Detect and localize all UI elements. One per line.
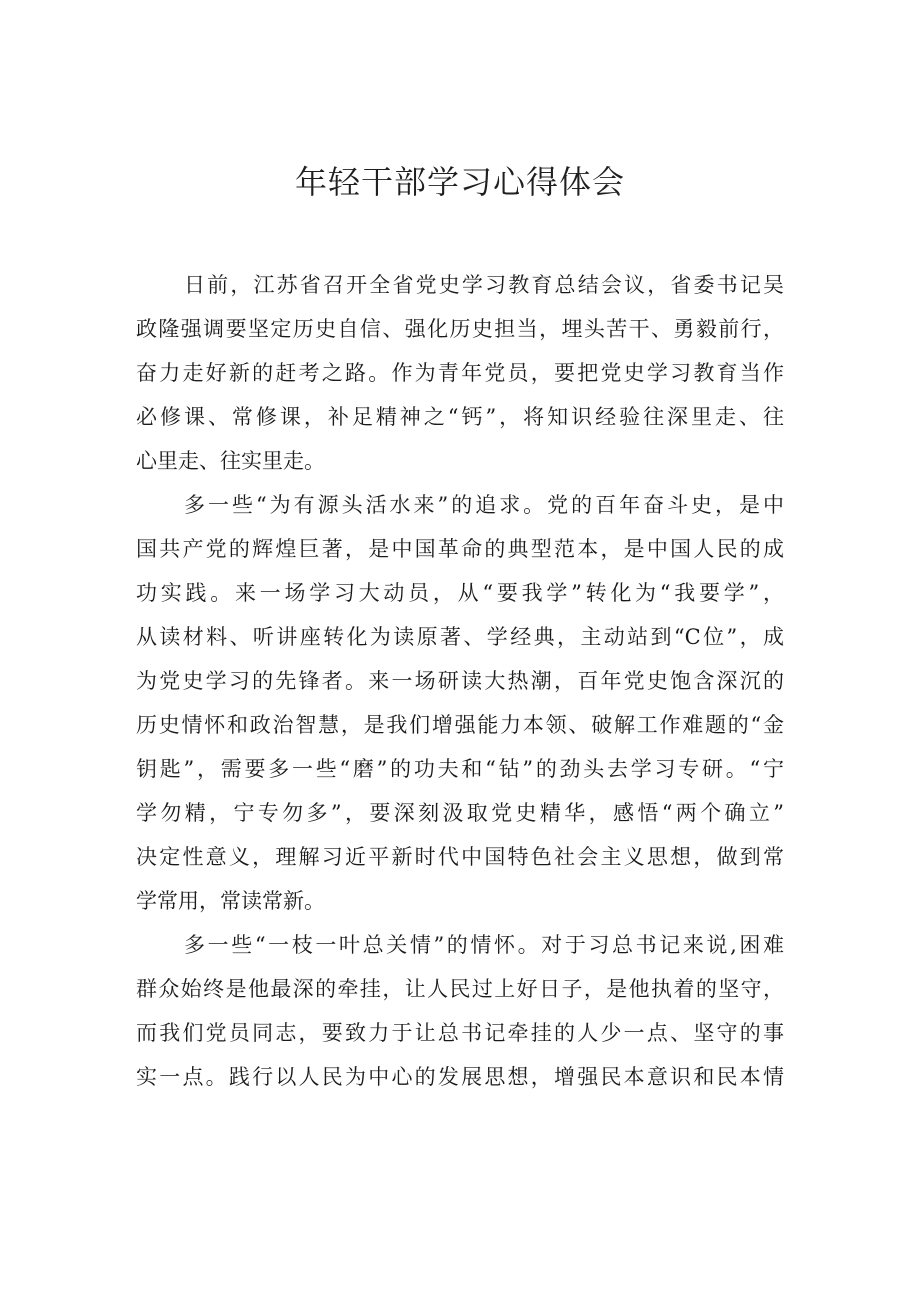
text-line: 而我们党员同志，要致力于让总书记牵挂的人少一点、坚守的事 <box>136 1021 784 1045</box>
text-line: 学勿精，宁专勿多”，要深刻汲取党史精华，感悟“两个确立” <box>136 801 784 825</box>
text-line: 为党史学习的先锋者。来一场研读大热潮，百年党史饱含深沉的 <box>136 669 784 693</box>
text-line: 国共产党的辉煌巨著，是中国革命的典型范本，是中国人民的成 <box>136 537 784 561</box>
text-line: 奋力走好新的赶考之路。作为青年党员，要把党史学习教育当作 <box>136 361 784 385</box>
text-line: 必修课、常修课，补足精神之“钙”，将知识经验往深里走、往 <box>136 405 784 429</box>
text-line: 政隆强调要坚定历史自信、强化历史担当，埋头苦干、勇毅前行， <box>136 317 784 341</box>
text-line: 功实践。来一场学习大动员，从“要我学”转化为“我要学”， <box>136 581 784 605</box>
text-line: 多一些“为有源头活水来”的追求。党的百年奋斗史，是中 <box>184 493 784 517</box>
text-line: 群众始终是他最深的牵挂，让人民过上好日子，是他执着的坚守， <box>136 977 784 1001</box>
text-line: 日前，江苏省召开全省党史学习教育总结会议，省委书记吴 <box>184 273 784 297</box>
text-line: 多一些“一枝一叶总关情”的情怀。对于习总书记来说,困难 <box>184 933 784 957</box>
text-line: 心里走、往实里走。 <box>136 449 325 473</box>
text-line: 从读材料、听讲座转化为读原著、学经典，主动站到“C位”，成 <box>136 625 784 649</box>
document-body <box>136 263 784 1099</box>
text-line: 历史情怀和政治智慧，是我们增强能力本领、破解工作难题的“金 <box>136 713 784 737</box>
text-line: 实一点。践行以人民为中心的发展思想，增强民本意识和民本情 <box>136 1065 784 1089</box>
paragraph-1 <box>136 263 784 483</box>
text-line: 决定性意义，理解习近平新时代中国特色社会主义思想，做到常 <box>136 845 784 869</box>
paragraph-3 <box>136 923 784 1099</box>
document-title: 年轻干部学习心得体会 <box>294 163 625 201</box>
paragraph-2 <box>136 483 784 923</box>
text-line: 学常用，常读常新。 <box>136 889 325 913</box>
text-line: 钥匙”，需要多一些“磨”的功夫和“钻”的劲头去学习专研。“宁 <box>136 757 784 781</box>
